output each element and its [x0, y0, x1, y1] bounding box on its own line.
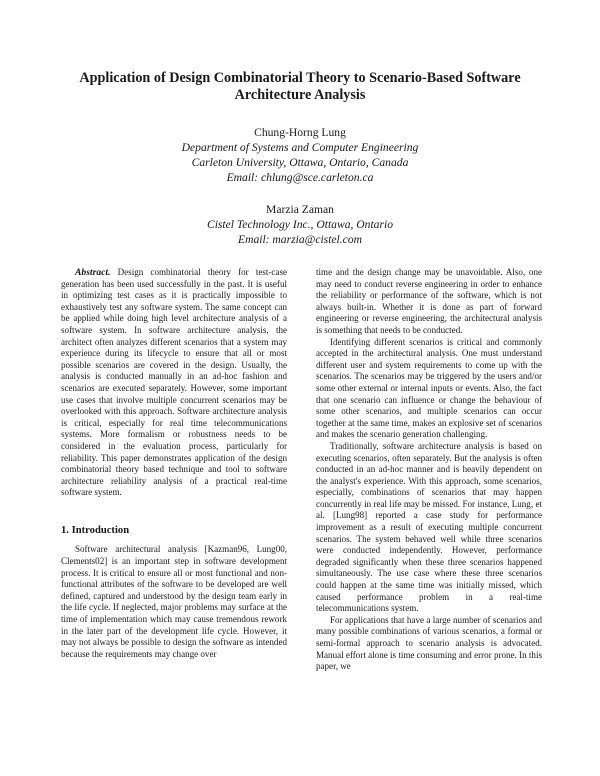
body-paragraph: For applications that have a large number of scenarios and many possible combinations of various scenarios, a formal or semi-formal approach to scenario analysis is advocated. Manual effort alone is time consuming and error prone. In this paper, we — [316, 614, 542, 672]
body-paragraph: Identifying different scenarios is critical and commonly accepted in the architectural analysis. One must understand different user and system requirements to come up with the scenarios. The scenarios may be triggered by the users and/or some other external or internal inputs or events. Also, the fact that one scenario can influence or change the behaviour of some other scenarios, and multiple scenarios can occur together at the same time, makes an explosive set of scenarios and makes the scenario generation challenging. — [316, 336, 542, 440]
right-column — [316, 267, 542, 673]
abstract-label: Abstract. — [75, 267, 111, 278]
author-organization: Cistel Technology Inc., Ottawa, Ontario — [206, 218, 394, 231]
author-name: Marzia Zaman — [266, 203, 334, 216]
intro-paragraph: Software architectural analysis [Kazman96, Lung00, Clements02] is an important step in software development process. It is critical to ensure all or most functional and non-functional attributes of the software to be developed are well defined, captured and understood by the design team early in the life cycle. If neglected, major problems may surface at the time of implementation which may cause tremendous rework in the later part of the development life cycle. However, it may not always be possible to design the software as intended because the requirements may change over — [61, 544, 287, 659]
paper-title: Application of Design Combinatorial Theory to Scenario-Based Software Architecture Analysis — [79, 70, 521, 103]
abstract-paragraph — [61, 267, 287, 499]
author-block-1 — [60, 125, 540, 185]
body-paragraph: time and the design change may be unavoidable. Also, one may need to conduct reverse engineering in order to enhance the reliability or performance of the software, which is not always built-in. Whether it is done as part of forward engineering or reverse engineering, the architectural analysis is something that needs to be conducted. — [316, 267, 542, 335]
author-organization: Carleton University, Ottawa, Ontario, Canada — [191, 156, 409, 169]
section-heading-introduction: 1. Introduction — [61, 524, 130, 536]
body-paragraph: Traditionally, software architecture analysis is based on executing scenarios, often separately. But the analysis is often conducted in an ad-hoc manner and is heavily dependent on the analyst's experience. With this approach, some scenarios, especially, combinations of scenarios that may happen concurrently in real life may be missed. For instance, Lung, et al. [Lung98] reported a case study for performance improvement as a result of executing multiple concurrent scenarios. The system behaved well while three scenarios were conducted independently. However, performance degraded significantly when these three scenarios happened simultaneously. The use case where these three scenarios could happen at the same time was initially missed, which caused performance problem in a real-time telecommunications system. — [316, 440, 542, 614]
author-department: Department of Systems and Computer Engineering — [181, 141, 419, 154]
author-email: Email: marzia@cistel.com — [237, 233, 362, 246]
author-email: Email: chlung@sce.carleton.ca — [226, 171, 374, 184]
abstract-text: Design combinatorial theory for test-case generation has been used successfully in the past. It is useful in optimizing test cases as it is practically impossible to exhaustively test any software system. The same concept can be applied while doing high level architecture analysis of a software system. In software architecture analysis, the architect often analyzes different scenarios that a system may experience during its lifecycle to ensure that all or most possible scenarios are covered in the design. Usually, the analysis is conducted manually in an ad-hoc fashion and scenarios are executed separately. However, some important use cases that involve multiple concurrent scenarios may be overlooked with this approach. Software architecture analysis is critical, especially for real time telecommunications systems. More formalism or robustness needs to be considered in the evaluation process, particularly for reliability. This paper demonstrates application of the design combinatorial theory based technique and tool to software architecture reliability analysis of a practical real-time software system. — [61, 267, 287, 498]
author-name: Chung-Horng Lung — [254, 126, 346, 139]
left-column — [61, 267, 287, 660]
author-block-2 — [60, 202, 540, 247]
